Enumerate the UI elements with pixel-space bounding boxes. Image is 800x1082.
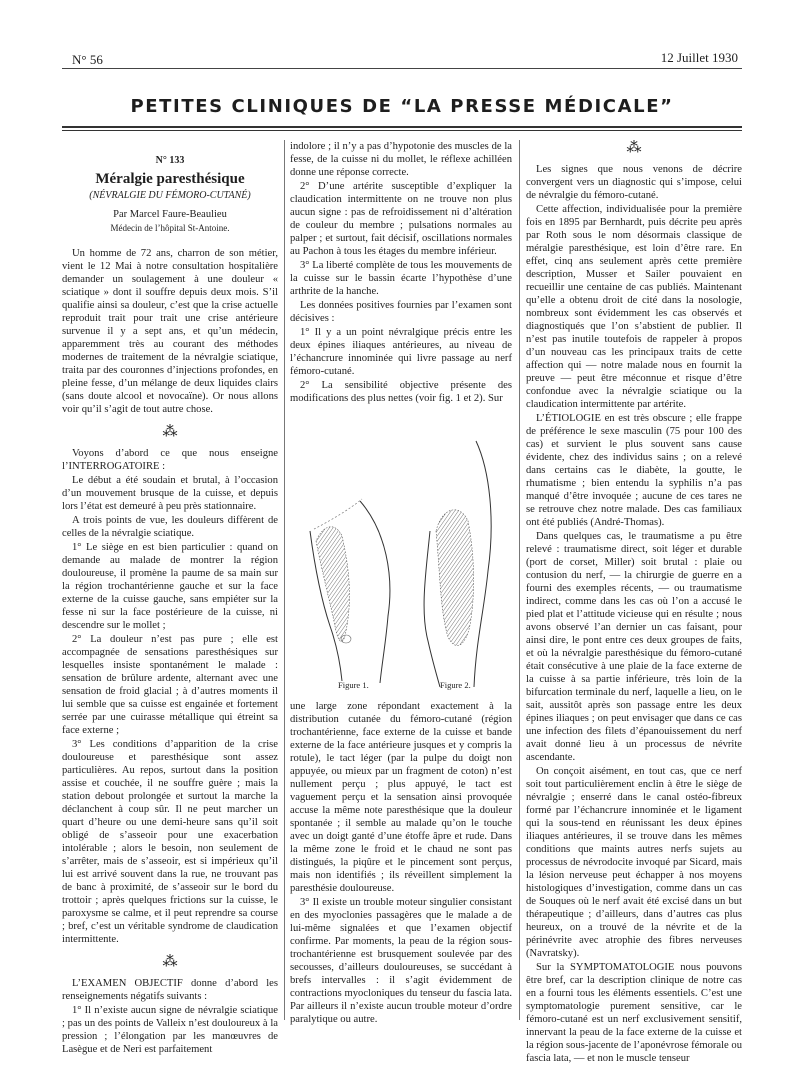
section-ornament: ⁂ xyxy=(626,140,642,156)
paragraph: Les signes que nous venons de décrire convergent vers un diagnostic qui s’impose, celui de névralgie du fémoro-cutané. xyxy=(526,164,742,201)
paragraph: 2° La douleur n’est pas pure ; elle est accompagnée de sensations paresthésiques sur lesquelles insiste spontanément le malade : sensation de brûlure ardente, alternant avec une sensation de froid glacial ; à d’autres moments il lui semble que sa cuisse est engainée et fortement serrée par une cuirasse métallique qui étreint sa face externe ; xyxy=(62,634,278,736)
figure-2-drawing xyxy=(424,441,491,687)
column-2 xyxy=(290,140,512,1030)
issue-date: 12 Juillet 1930 xyxy=(660,50,738,65)
header-rule xyxy=(62,68,742,69)
paragraph: une large zone répondant exactement à la distribution cutanée du fémoro-cutané (région trochantérienne, face externe de la cuisse et bande externe de la face antérieure jusques et y compris la rotule), le tact léger (par la pulpe du doigt non appuyée, ou mieux par un fragment de coton) n’est nullement perçu ; plus appuyé, le tact est vaguement perçu et la sensation ainsi provoquée accuse la même note paresthésique que la douleur spontanée ; il semble au malade qu’on le touche avec un doigt ganté d’une étoffe âpre et rude. Dans la même zone le froid et le chaud ne sont pas distingués, la piqûre et le pincement sont perçus, mais non identifiés ; ils réveillent simplement la paresthésie douloureuse. xyxy=(290,701,512,894)
paragraph: Voyons d’abord ce que nous enseigne l’INTERROGATOIRE : xyxy=(62,448,278,472)
article-number: N° 133 xyxy=(155,155,185,166)
leg-figures xyxy=(290,411,512,696)
paragraph: A trois points de vue, les douleurs diffèrent de celles de la névralgie sciatique. xyxy=(62,515,278,539)
section-ornament: ⁂ xyxy=(162,424,178,440)
paragraph: Les données positives fournies par l’examen sont décisives : xyxy=(290,300,512,324)
paragraph: Cette affection, individualisée pour la première fois en 1895 par Bernhardt, puis décrite peu après par Roth sous le nom désormais classique de méralgie paresthésique, est loin d’être rare. En effet, cinq ans seulement après cette première description, Musser et Sailer pouvaient en recueillir une centaine de cas publiés. Maintenant qu’elle a obtenu droit de cité dans la nosologie, nombreux sont évidemment les cas observés et diagnostiqués que l’on s’abstient de publier. Il n’est pas inutile toutefois de rappeler à propos d’un nouveau cas les principaux traits de cette affection qui — notre malade nous en fournit la preuve — peut être méconnue et risque d’être confondue avec la névralgie sciatique ou la claudication intermittente par artérite. xyxy=(526,204,742,410)
paragraph: 3° La liberté complète de tous les mouvements de la cuisse sur le bassin écarte l’hypothèse d’une arthrite de la hanche. xyxy=(290,260,512,297)
column-divider xyxy=(284,140,285,1020)
paragraph: Un homme de 72 ans, charron de son métier, vient le 12 Mai à notre consultation hospitalière demander un soulagement à une douleur « sciatique » dont il souffre depuis deux mois. S’il qualifie ainsi sa douleur, c’est que la crise actuelle reproduit trait pour trait une crise antérieure survenue il y a sept ans, et qu’un médecin, apparemment très au courant des méthodes modernes de traitement de la névralgie sciatique, traita par des couronnes d’injections profondes, en pleine fesse, d’un mélange de deux liquides clairs (sans doute alcool et novocaïne). Or nous allons voir qu’il s’agit de tout autre chose. xyxy=(62,248,278,415)
paragraph: 2° La sensibilité objective présente des modifications des plus nettes (voir fig. 1 et 2). Sur xyxy=(290,380,512,404)
masthead-rule xyxy=(62,126,742,128)
paragraph: 2° D’une artérite susceptible d’expliquer la claudication intermittente on ne trouve non plus aucun signe : pas de refroidissement ni d’altération de couleur du membre ; pulsations normales au palper ; et surtout, fait décisif, oscillations normales au Pachon à tous les étages du membre inférieur. xyxy=(290,181,512,257)
article-affiliation: Médecin de l’hôpital St-Antoine. xyxy=(110,223,230,233)
paragraph: Sur la SYMPTOMATOLOGIE nous pouvons être bref, car la description clinique de notre cas en a fourni tous les éléments essentiels. C’est une symptomatologie purement sensitive, car le fémoro-cutané est un nerf exclusivement sensitif, innervant la peau de la face externe de la cuisse et la région sous-jacente de l’aponévrose fémorale ou fascia lata, — et non le muscle tenseur xyxy=(526,962,742,1064)
paragraph: 1° Il n’existe aucun signe de névralgie sciatique ; pas un des points de Valleix n’est douloureux à la pression ; l’élongation par les manœuvres de Lasègue et de Neri est parfaitement xyxy=(62,1005,278,1055)
article-subtitle: (NÉVRALGIE DU FÉMORO-CUTANÉ) xyxy=(89,190,251,201)
leg-illustration xyxy=(290,411,512,696)
paragraph: 3° Les conditions d’apparition de la crise douloureuse et paresthésique sont assez particulières. Au repos, surtout dans la position assise et couchée, il ne souffre guère ; mais la station debout prolongée et surtout la marche la déclanchent à coup sûr. Il ne peut marcher un quart d’heure ou une demi-heure sans qu’il soit obligé de s’asseoir pour une exacerbation intolérable ; alors le besoin, non seulement de s’arrêter, mais de s’asseoir, est si impérieux qu’il lui est arrivé souvent dans la rue, ne trouvant pas de banc à proximité, de s’asseoir sur le bord du trottoir ; après quelques frictions sur la cuisse, le paroxysme se calme, et il peut reprendre sa course ; bref, c’est un véritable syndrome de claudication intermittente. xyxy=(62,739,278,945)
article-byline: Par Marcel Faure-Beaulieu xyxy=(113,209,227,220)
paragraph: L’EXAMEN OBJECTIF donne d’abord les renseignements négatifs suivants : xyxy=(62,978,278,1002)
article-title: Méralgie paresthésique xyxy=(95,171,245,187)
column-3 xyxy=(526,140,742,1064)
figure-1-caption: Figure 1. xyxy=(338,680,369,690)
paragraph: 3° Il existe un trouble moteur singulier consistant en des myoclonies passagères que le malade a de lui-même signalées et que l’examen objectif confirme. Par moments, la peau de la région sous-trochantérienne est brusquement soulevée par des secousses, d’ailleurs douloureuses, se succédant à brefs intervalles : il s’agit évidemment de contractions myocloniques du tenseur du fascia lata. Par ailleurs il n’existe aucun trouble moteur d’ordre paralytique ou autre. xyxy=(290,897,512,1025)
paragraph: Dans quelques cas, le traumatisme a pu être relevé : traumatisme direct, soit léger et durable (port de corset, Miller) soit brutal : plaie ou contusion du nerf, — la chirurgie de guerre en a fourni des exemples récents, — ou traumatisme indirect, comme dans les cas où l’on a accusé le pied plat et l’attitude vicieuse qui en résulte ; nous avons observé l’an dernier un cas faisant, pour ainsi dire, le pont entre ces deux groupes de faits, et où la névralgie paresthésique du fémoro-cutané était consécutive à une plaie de la face externe de la cuisse à sa partie inférieure, très loin de la bifurcation terminale du nerf, laquelle a lieu, on le sait, aussitôt après son passage entre les deux épines iliaques ; on peut envisager que dans ce cas une infection des filets d’épanouissement du nerf avait donné lieu à un processus de névrite ascendante. xyxy=(526,531,742,763)
column-1 xyxy=(62,140,278,1055)
paragraph: Le début a été soudain et brutal, à l’occasion d’un mouvement brusque de la cuisse, et depuis lors l’état est demeuré à peu près stationnaire. xyxy=(62,475,278,512)
paragraph: 1° Il y a un point névralgique précis entre les deux épines iliaques antérieures, au niveau de l’échancrure innominée qui livre passage au nerf fémoro-cutané. xyxy=(290,327,512,377)
section-ornament: ⁂ xyxy=(162,954,178,970)
paragraph: indolore ; il n’y a pas d’hypotonie des muscles de la fesse, de la cuisse ni du mollet, le réflexe achilléen donne une réponse correcte. xyxy=(290,141,512,178)
column-divider xyxy=(519,140,520,1020)
figure-2-caption: Figure 2. xyxy=(440,680,471,690)
paragraph: On conçoit aisément, en tout cas, que ce nerf soit tout particulièrement enclin à être le siège de névralgie ; enserré dans le canal ostéo-fibreux formé par l’échancrure innominée et le ligament qui la sous-tend en réunissant les deux épines iliaques antérieures, il se trouve dans les mêmes conditions que maints autres nerfs sujets au processus de névrodocite invoqué par Sicard, mais la lésion nerveuse peut échapper à nos moyens histologiques d’investigation, comme dans un cas de Souques où le nerf avait été excisé dans un but thérapeutique ; d’ailleurs, dans d’autres cas plus heureux, on a trouvé de la névrite et de la périnévrite avec atrophie des fibres nerveuses (Navratsky). xyxy=(526,766,742,959)
masthead-title: PETITES CLINIQUES DE “LA PRESSE MÉDICALE” xyxy=(130,96,674,117)
masthead-rule-thin xyxy=(62,130,742,131)
paragraph: L’ÉTIOLOGIE en est très obscure ; elle frappe de préférence le sexe masculin (75 pour 100 des cas) et survient le plus souvent sans cause évidente, chez des individus sains ; on a relevé dans certains cas le diabète, la goutte, le rhumatisme ; bien entendu la syphilis n’a pas manqué d’être invoquée ; aucune de ces tares ne se retrouve chez notre malade. Des cas familiaux ont été publiés (André-Thomas). xyxy=(526,413,742,528)
paragraph: 1° Le siège en est bien particulier : quand on demande au malade de montrer la région douloureuse, il promène la paume de sa main sur la région trochantérienne gauche et sur la face externe de la cuisse gauche, sans empiéter sur la fesse ni sur la face postérieure de la cuisse, ni descendre sur le mollet ; xyxy=(62,542,278,631)
figure-1-drawing xyxy=(310,499,390,683)
issue-number: N° 56 xyxy=(72,52,103,67)
